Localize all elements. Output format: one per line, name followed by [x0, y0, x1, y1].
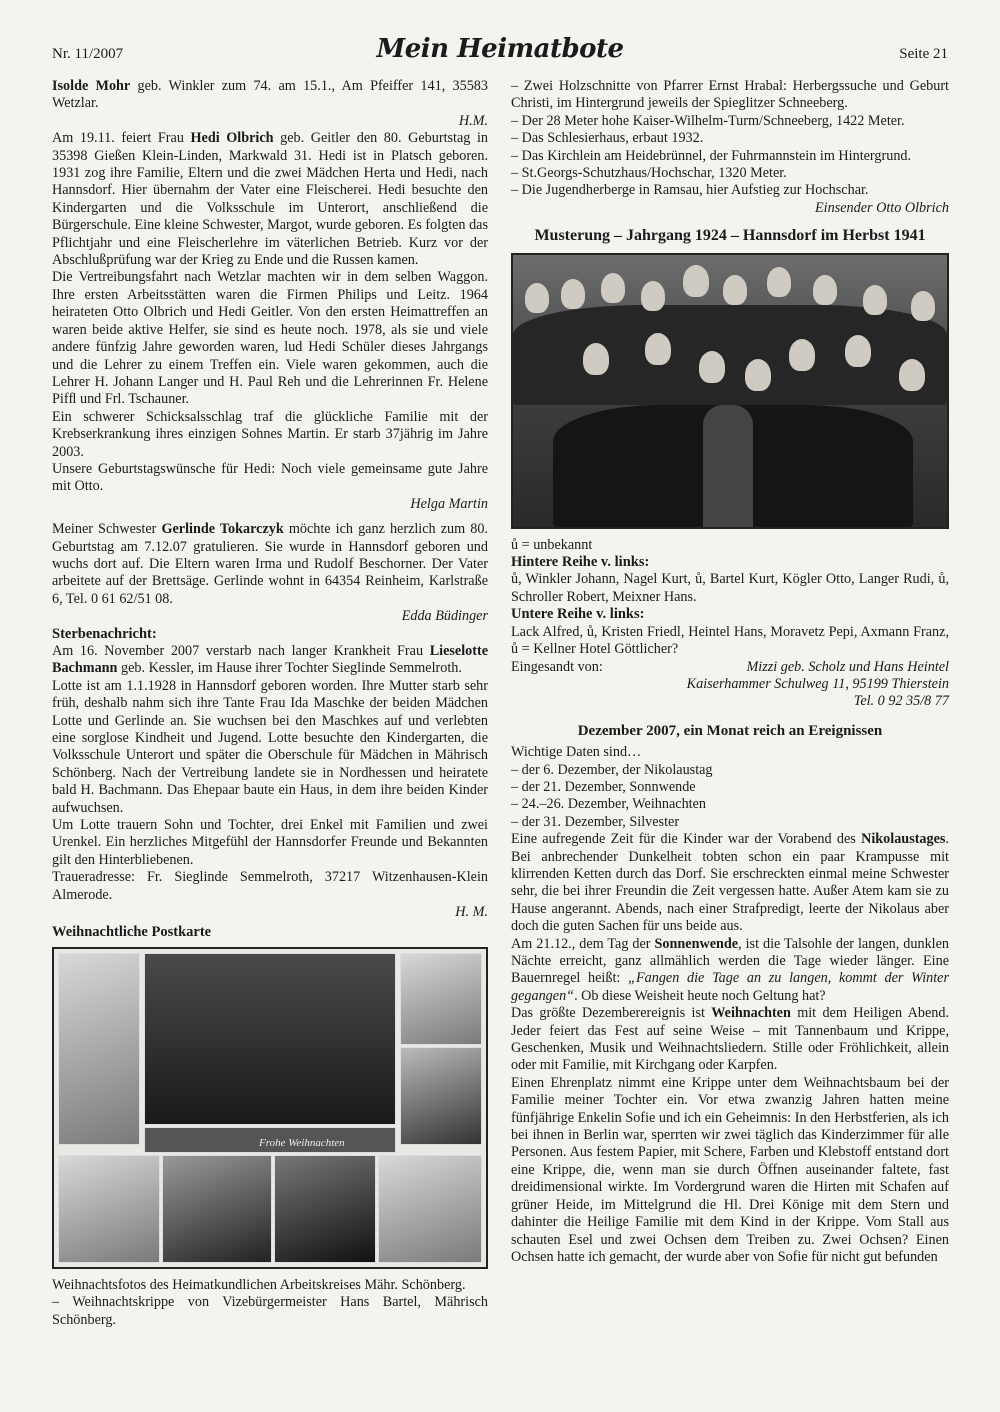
list-item: – Der 28 Meter hohe Kaiser-Wilhelm-Turm/Schneeberg, 1422 Meter. [511, 112, 905, 129]
signature-hm: H.M. [458, 112, 488, 129]
signature-hm-2: H. M. [455, 904, 488, 921]
december-heading: Dezember 2007, ein Monat reich an Ereignissen [577, 722, 883, 739]
back-row-names: ů, Winkler Johann, Nagel Kurt, ů, Bartel Kurt, Kögler Otto, Langer Rudi, ů, Schroller Robert, Meixner Hans. [511, 571, 949, 605]
list-item: – 24.–26. Dezember, Weihnachten [511, 796, 707, 813]
list-item: – der 6. Dezember, der Nikolaustag [511, 761, 713, 778]
weihnachten-paragraph: Das größte Dezemberereignis ist Weihnachten mit dem Heiligen Abend. Jeder feiert das Fest auf seine Weise – mit Tannenbaum und Krippe, Geschenken, Musik und Weihnachtsliedern. Stille oder Fröhlichkeit, allein oder mit Familie, mit Kirchgang oder Karpfen. [511, 1005, 949, 1074]
postcard-caption: Weihnachtsfotos des Heimatkundlichen Arbeitskreises Mähr. Schönberg. [52, 1276, 466, 1293]
hedi-paragraph-4: Unsere Geburtstagswünsche für Hedi: Noch viele gemeinsame gute Jahre mit Otto. [52, 460, 488, 495]
right-column [511, 78, 949, 1266]
list-item: – St.Georgs-Schutzhaus/Hochschar, 1320 Meter. [511, 165, 787, 182]
front-row-heading: Untere Reihe v. links: [511, 606, 645, 623]
sender-line [511, 659, 949, 676]
snowy-forest-photo [400, 1047, 482, 1145]
hostel-photo [378, 1155, 482, 1263]
issue-number: Nr. 11/2007 [52, 46, 124, 62]
postcard-heading: Weihnachtliche Postkarte [52, 923, 212, 940]
front-row-names: Lack Alfred, ů, Kristen Friedl, Heintel Hans, Moravetz Pepi, Axmann Franz, ů = Kellner Hotel Göttlicher? [511, 623, 949, 658]
sender-name: Mizzi geb. Scholz und Hans Heintel [746, 658, 949, 675]
woodcut-photo-1 [162, 1155, 272, 1263]
sender-phone: Tel. 0 92 35/8 77 [853, 693, 949, 710]
obituary-paragraph-3: Um Lotte trauern Sohn und Tochter, drei Enkel mit Familien und zwei Urenkel. Ein herzliches Mitgefühl der Hannsdorfer Freunde und Bekannten gilt den Hinterbliebenen. [52, 817, 488, 868]
postcard-caption-2: – Weihnachtskrippe von Vizebürgermeister Hans Bartel, Mährisch Schönberg. [52, 1294, 488, 1328]
group-photo-1941 [511, 253, 949, 529]
sonnenwende-paragraph: Am 21.12., dem Tag der Sonnenwende, ist die Talsohle der langen, dunklen Nächte erreicht, ganz allmählich werden die Tage wieder länger. Eine Bauernregel heißt: „Fangen die Tage an zu langen, kommt der Winter gegangen“. Ob diese Weisheit heute noch Geltung hat? [511, 935, 949, 1004]
unknown-legend: ů = unbekannt [511, 536, 593, 553]
tower-photo [58, 953, 140, 1145]
krippe-paragraph: Einen Ehrenplatz nimmt eine Krippe unter dem Weihnachtsbaum bei der Familie meiner Tochter ein. Vor etwa zwanzig Jahren hatten meine fünfjährige Enkelin Sofie und ich ein Geheimnis: In den Herbstferien, als ich bei ihnen in Berlin war, sperrten wir zwei täglich das Kinderzimmer für alle Personen. Aus festem Papier, mit Schere, Farben und Klebstoff entstand dort eine Krippe, die, wenn man sie durch Öffnen auseinander faltete, fast dreidimensional wirkte. Im Vordergrund waren die Hirten mit Schafen auf grüner Heide, im Mittelgrund die Hl. Drei Könige mit dem Stern und dahinter die Heilige Familie mit dem Kind in der Krippe. Vom Stall aus schauten Esel und zwei Ochsen dem Treiben zu. Zwei Ochsen? Einen Ochsen hatte ich gemacht, der wurde aber von Sofie für nicht gut befunden [511, 1074, 949, 1265]
obituary-paragraph-1: Am 16. November 2007 verstarb nach langer Krankheit Frau Lieselotte Bachmann geb. Kessler, im Hause ihrer Tochter Sieglinde Semmelroth. [52, 643, 488, 677]
musterung-heading: Musterung – Jahrgang 1924 – Hannsdorf im Herbst 1941 [534, 227, 926, 245]
birthday-gerlinde-tokarczyk: Meiner Schwester Gerlinde Tokarczyk möchte ich ganz herzlich zum 80. Geburtstag am 7.12.07 gratulieren. Sie wurde in Hannsdorf geboren und wuchs dort auf. Die Eltern waren Irma und Rudolf Beschorner. Der Vater arbeitete auf der Brettsäge. Gerlinde wohnt in 64354 Reinheim, Karlstraße 6, Tel. 0 61 62/51 08. [52, 521, 488, 607]
signature-helga-martin: Helga Martin [410, 495, 488, 512]
woodcut-photo-2 [274, 1155, 376, 1263]
list-item: – Das Schlesierhaus, erbaut 1932. [511, 130, 704, 147]
nikolaus-paragraph: Eine aufregende Zeit für die Kinder war der Vorabend des Nikolaustages. Bei anbrechender Dunkelheit tobten schon ein paar Krampusse mit klirrenden Ketten durch das Dorf. Sie erschreckten einmal meine Schwester sehr, die bei ihrer Freundin die Zeit vergessen hatte. Außer Atem kam sie zu Hause angerannt. Abends, nach einer Strafpredigt, leerte der Nikolaus aber doch die guten Sachen für uns beide aus. [511, 831, 949, 935]
list-item: – Zwei Holzschnitte von Pfarrer Ernst Hrabal: Herbergssuche und Geburt Christi, im Hintergrund jeweils der Spieglitzer Schneeberg. [511, 78, 949, 112]
page-number: Seite 21 [899, 46, 948, 62]
postcard-contents-list [511, 78, 949, 200]
back-row-heading: Hintere Reihe v. links: [511, 554, 650, 571]
birthday-hedi-olbrich: Am 19.11. feiert Frau Hedi Olbrich geb. Geitler den 80. Geburtstag in 35398 Gießen Klein-Linden, Markwald 31. Hedi ist in Platsch geboren. 1931 zog ihre Familie, Eltern und die zwei Mädchen Herta und Hedi, nach Hannsdorf. Hier übernahm der Vater eine Fleischerei. Hedi besuchte den Kindergarten und die Volksschule im Unterort, anschließend die Bürgerschule. Eine kleine Schwester, Margot, wurde geboren. Es folgten das Pflichtjahr und eine Fleischerlehre im väterlichen Betrieb. Kurz vor der Abschlußprüfung war der Krieg zu Ende und die Russen kamen. [52, 130, 488, 269]
schlesierhaus-photo [58, 1155, 160, 1263]
hedi-paragraph-2: Die Vertreibungsfahrt nach Wetzlar machten wir in dem selben Waggon. Ihre ersten Arbeitsstätten waren die Firmen Philips und Leitz. 1964 heirateten Otto Olbrich und Hedi Geitler. Von den ersten Heimattreffen an waren beide aktive Helfer, sie sind es heute noch. 1978, als sie und viele andere fünfzig Jahre geworden waren, lud Hedi Schüler dieses Jahrgangs und die Lehrer zu einem Treffen ein. Viele waren gekommen, auch die Lehrer H. Johann Langer und H. Paul Reh und die Lehrerinnen Fr. Helene Pifﬂ und Frl. Tschauner. [52, 269, 488, 408]
signature-edda-buedinger: Edda Büdinger [401, 608, 488, 625]
list-item: – der 21. Dezember, Sonnwende [511, 778, 696, 795]
postcard-greeting: Frohe Weihnachten [259, 1136, 345, 1149]
page-header [52, 34, 948, 70]
obituary-address: Traueradresse: Fr. Sieglinde Semmelroth, 37217 Witzenhausen-Klein Almerode. [52, 869, 488, 903]
sender-label: Eingesandt von: [511, 658, 603, 675]
list-item: – Die Jugendherberge in Ramsau, hier Aufstieg zur Hochschar. [511, 182, 869, 199]
chapel-photo [400, 953, 482, 1045]
list-item: – der 31. Dezember, Silvester [511, 813, 680, 830]
left-column [52, 78, 488, 1329]
list-item: – Das Kirchlein am Heidebrünnel, der Fuhrmannstein im Hintergrund. [511, 147, 912, 164]
nativity-scene-photo [144, 953, 396, 1125]
masthead-logo: Mein Heimatbote [376, 34, 624, 64]
obituary-heading: Sterbenachricht: [52, 625, 157, 642]
hedi-paragraph-3: Ein schwerer Schicksalsschlag traf die glückliche Familie mit der Krebserkrankung ihres einzigen Sohnes Martin. Er starb 37jährig im Jahre 2003. [52, 408, 488, 460]
sender-address: Kaiserhammer Schulweg 11, 95199 Thierstein [686, 675, 949, 692]
christmas-postcard-image [52, 947, 488, 1269]
signature-otto-olbrich: Einsender Otto Olbrich [815, 199, 949, 216]
dates-intro: Wichtige Daten sind… [511, 744, 642, 761]
obituary-paragraph-2: Lotte ist am 1.1.1928 in Hannsdorf geboren worden. Ihre Mutter starb sehr früh, deshalb nahm sich ihre Tante Frau Ida Maschke der beiden Mädchen Lotte und Gerlinde an. Sie wuchsen bei den Maschkes auf und verlebten eine sorglose Kindheit und Jugend. Lotte besuchte den Kindergarten, die Volksschule Unterort und später die Oberschule für Mädchen in Mährisch Schönberg. Nach der Vertreibung landete sie in Nordhessen und heiratete bald H. Bachmann. Das Ehepaar baute ein Haus, in dem ihre beiden Kinder aufwuchsen. [52, 677, 488, 816]
birthday-isolde-mohr: Isolde Mohr geb. Winkler zum 74. am 15.1., Am Pfeiffer 141, 35583 Wetzlar. [52, 78, 488, 112]
